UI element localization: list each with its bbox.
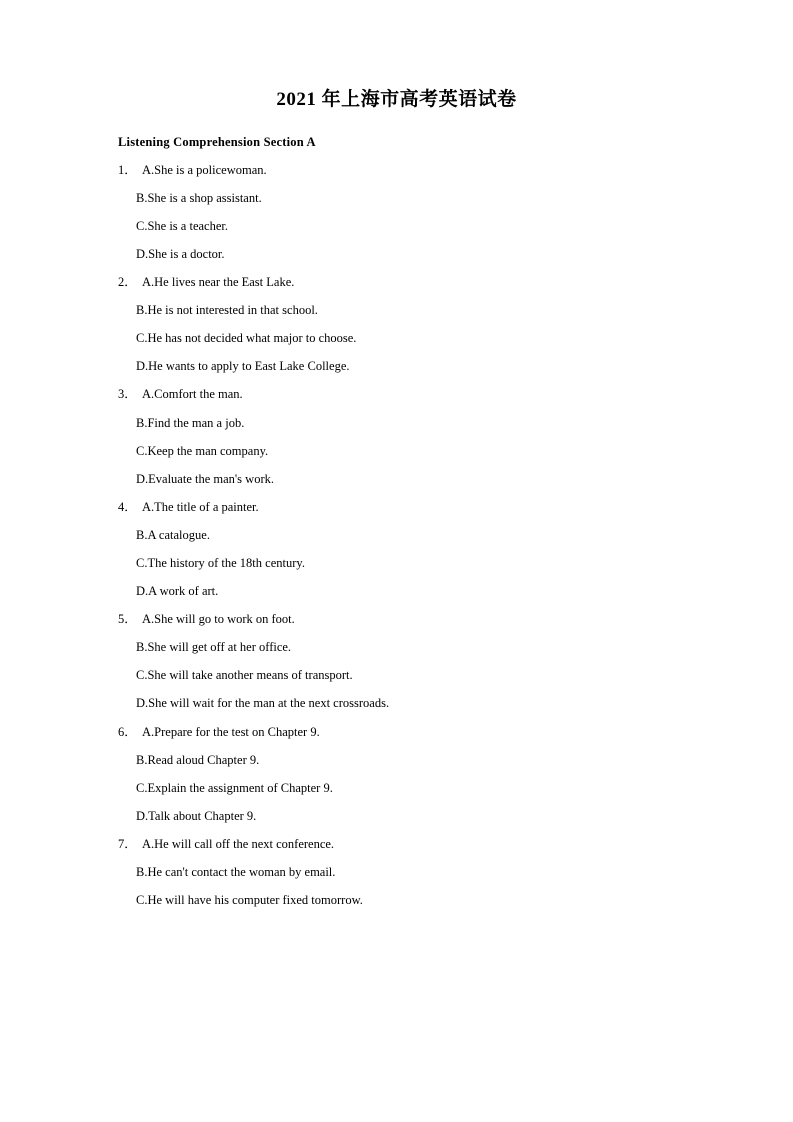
option-text: A.The title of a painter. [142,499,259,514]
option-line: D.She will wait for the man at the next crossroads. [136,696,390,711]
list-item [118,613,675,710]
question-number: 3． [118,387,137,402]
list-item [118,726,675,823]
question-first-line [118,501,675,514]
list-item [118,276,675,373]
question-first-line [118,838,675,851]
option-line: D.A work of art. [136,584,219,599]
option-text: A.He lives near the East Lake. [142,275,295,290]
option-line: C.The history of the 18th century. [136,556,305,570]
option-line: C.Keep the man company. [136,443,269,458]
option-line: C.She is a teacher. [136,218,228,233]
option-line: D.He wants to apply to East Lake College. [136,359,350,374]
option-line: B.She is a shop assistant. [136,190,262,205]
list-item [118,388,675,485]
option-line: B.He is not interested in that school. [136,303,318,318]
question-number: 6． [118,724,137,739]
list-item [118,164,675,261]
question-number: 1． [118,162,137,177]
question-first-line [118,276,675,289]
question-first-line [118,613,675,626]
option-text: A.Comfort the man. [142,387,243,402]
option-line: B.Read aloud Chapter 9. [136,752,260,767]
question-number: 5． [118,612,137,627]
option-text: A.She will go to work on foot. [142,612,295,627]
list-item [118,838,675,907]
question-first-line [118,726,675,739]
option-line: B.A catalogue. [136,527,210,542]
question-number: 2． [118,275,137,290]
question-first-line [118,388,675,401]
option-line: B.Find the man a job. [136,415,245,430]
option-text: A.She is a policewoman. [142,162,267,177]
option-line: D.Evaluate the man's work. [136,471,274,486]
option-line: B.He can't contact the woman by email. [136,865,336,880]
option-line: B.She will get off at her office. [136,640,292,655]
option-line: C.He will have his computer fixed tomorrow. [136,893,363,908]
question-number: 7． [118,836,137,851]
page-title: 2021 年上海市高考英语试卷 [276,89,517,110]
question-list [118,164,675,907]
option-line: C.Explain the assignment of Chapter 9. [136,780,333,795]
option-text: A.He will call off the next conference. [142,836,335,851]
option-line: C.She will take another means of transport. [136,668,353,683]
option-line: D.Talk about Chapter 9. [136,808,257,823]
option-line: C.He has not decided what major to choose. [136,331,357,346]
option-line: D.She is a doctor. [136,246,225,261]
question-first-line [118,164,675,177]
list-item [118,501,675,598]
section-heading: Listening Comprehension Section A [118,134,316,149]
option-text: A.Prepare for the test on Chapter 9. [142,724,320,739]
question-number: 4． [118,499,137,514]
